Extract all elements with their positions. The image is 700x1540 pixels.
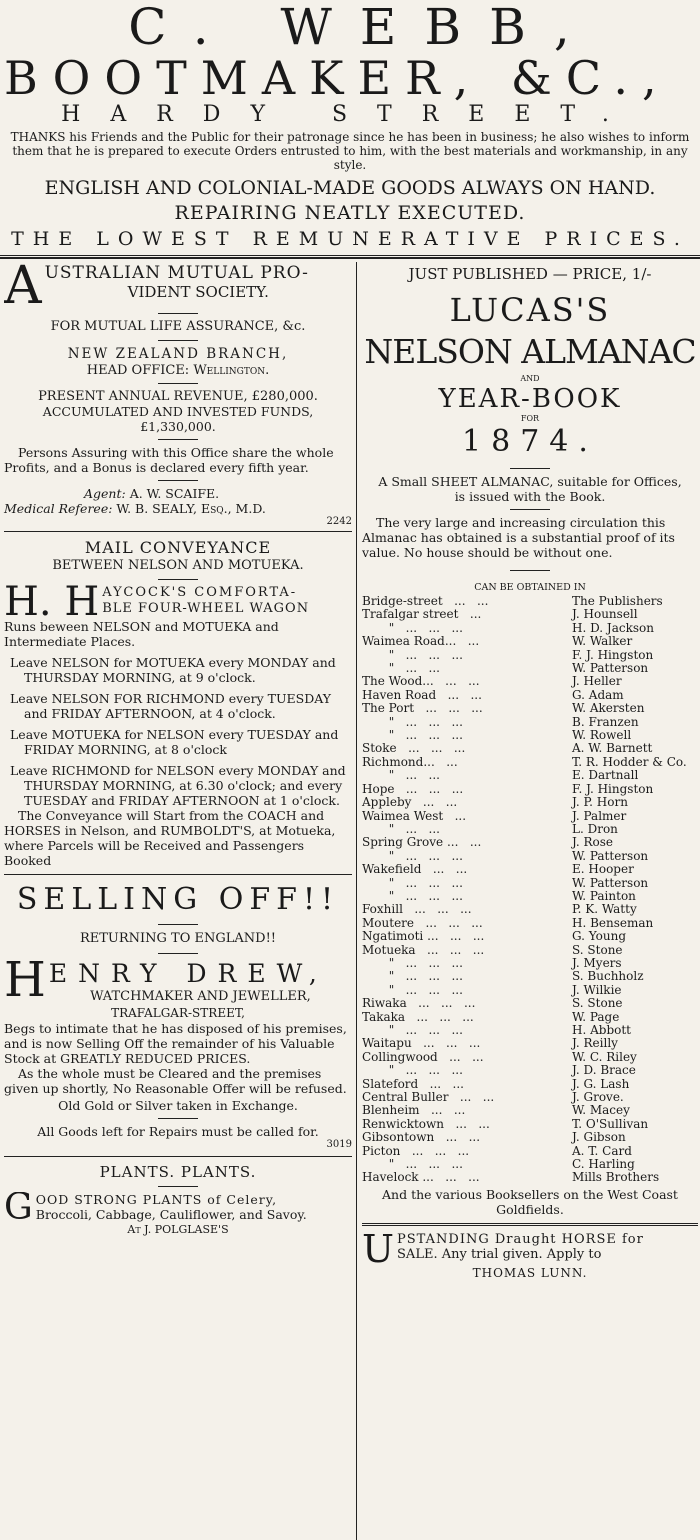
agent-row [362,1091,698,1104]
agent-row [362,1131,698,1144]
agent-place: Takaka ... ... ... [362,1009,474,1024]
agent-name: J. Heller [572,674,622,689]
agent-row [362,742,698,755]
agent-name: W. Macey [572,1103,630,1118]
drew-street: TRAFALGAR-STREET, [111,1006,245,1020]
amp-branch: NEW ZEALAND BRANCH, [67,346,289,362]
agent-name: W. Walker [572,634,633,649]
agent-place: Moutere ... ... ... [362,915,483,930]
agent-place: Picton ... ... ... [362,1143,470,1158]
agent-name: W. Rowell [572,728,632,743]
plants-line-2: Broccoli, Cabbage, Cauliflower, and Savoy. [35,1207,307,1222]
lucas-advertisement [362,264,698,1217]
amp-drop-cap: A [4,264,42,308]
agent-name: S. Buchholz [572,969,644,984]
lucas-name: LUCAS'S [449,291,611,329]
agent-place: Foxhill ... ... ... [362,902,472,917]
agent-place: Riwaka ... ... ... [362,996,476,1011]
horse-line-1: PSTANDING Draught HORSE for [397,1231,644,1247]
column-rule [356,262,357,1540]
agent-name: J. Myers [572,955,622,970]
agent-row [362,716,698,729]
agent-name: L. Dron [572,821,618,836]
agent-name: S. Stone [572,942,623,957]
agent-name: G. Adam [572,687,624,702]
horse-drop-cap: U [362,1231,395,1266]
agent-row [362,783,698,796]
left-column [4,264,352,1236]
webb-goods: ENGLISH AND COLONIAL-MADE GOODS ALWAYS ON HAND. [44,177,656,199]
agent-place: Motueka ... ... ... [362,942,485,957]
agent-place: Trafalgar street ... [362,607,482,622]
agent-place: The Wood... ... ... [362,674,480,689]
agent-place: " ... ... ... [362,982,463,997]
agent-place: " ... ... ... [362,647,463,662]
mail-lead-2: BLE FOUR-WHEEL WAGON [102,601,310,616]
horse-name: THOMAS LUNN. [472,1265,588,1280]
agent-row [362,1145,698,1158]
agent-row [362,1118,698,1131]
agent-row [362,877,698,890]
agent-place: " ... ... ... [362,848,463,863]
webb-paragraph: THANKS his Friends and the Public for their patronage since he has been in business; he also wishes to inform them that he is prepared to execute Orders entrusted to him, with the best materials and workmanship, in any style. [10,130,690,172]
header-divider [0,255,700,259]
agent-name: J. Grove. [572,1090,624,1105]
mail-time-2: Leave NELSON FOR RICHMOND every TUESDAY and FRIDAY AFTERNOON, at 4 o'clock. [10,691,331,721]
agent-row [362,662,698,675]
agent-place: The Port ... ... ... [362,701,483,716]
agent-name: E. Hooper [572,862,634,877]
agent-place: Collingwood ... ... [362,1049,484,1064]
agent-place: " ... ... [362,821,440,836]
agent-place: " ... ... ... [362,875,463,890]
agent-row [362,1158,698,1171]
agent-place: " ... ... [362,768,440,783]
agent-row [362,702,698,715]
agent-name: J. Wilkie [572,982,622,997]
right-column [362,264,698,1280]
amp-title: USTRALIAN MUTUAL PRO- [44,264,309,283]
agent-place: " ... ... ... [362,620,463,635]
agent-name: W. Akersten [572,701,645,716]
agent-name: J. G. Lash [572,1076,630,1091]
agent-place: Waimea Road... ... [362,634,480,649]
agent-name: W. Painton [572,888,636,903]
agent-place: Havelock ... ... ... [362,1170,480,1185]
lucas-for: FOR [520,414,540,423]
agent-row [362,1024,698,1037]
agent-name: F. J. Hingston [572,647,654,662]
mail-closing: The Conveyance will Start from the COACH and HORSES in Nelson, and RUMBOLDT'S, at Motueka, where Parcels will be Received and Passengers Booked [4,808,336,868]
webb-name: C. WEBB, [128,0,598,56]
agent-row [362,1051,698,1064]
agent-place: Waitapu ... ... ... [362,1036,481,1051]
agent-row [362,595,698,608]
lucas-almanac: NELSON ALMANAC [364,332,696,371]
agent-name: J. D. Brace [572,1063,636,1078]
lucas-obtained: CAN BE OBTAINED IN [474,582,586,593]
agent-name: W. C. Riley [572,1049,637,1064]
agent-name: T. R. Hodder & Co. [572,754,687,769]
drew-body-2: As the whole must be Cleared and the premises given up shortly, No Reasonable Offer will be refused. [4,1066,347,1096]
agent-row [362,675,698,688]
agent-row [362,689,698,702]
mail-time-3: Leave MOTUEKA for NELSON every TUESDAY and FRIDAY MORNING, at 8 o'clock [10,727,339,757]
agent-name: H. D. Jackson [572,620,654,635]
lucas-closing: And the various Booksellers on the West Coast Goldfields. [382,1186,678,1217]
agent-row [362,917,698,930]
webb-advertisement [0,0,700,258]
agent-row [362,970,698,983]
drew-drop-cap: H [4,959,46,1005]
drew-returning: RETURNING TO ENGLAND!! [79,931,277,946]
agent-place: Hope ... ... ... [362,781,464,796]
agent-name: A. W. Barnett [572,741,653,756]
amp-subtitle: FOR MUTUAL LIFE ASSURANCE, &c. [50,319,306,334]
mail-time-1: Leave NELSON for MOTUEKA every MONDAY and THURSDAY MORNING, at 9 o'clock. [10,655,336,685]
agent-place: Renwicktown ... ... [362,1116,490,1131]
webb-prices: THE LOWEST REMUNERATIVE PRICES. [11,228,689,250]
lucas-and: AND [520,374,540,383]
agent-row [362,729,698,742]
agent-place: " ... ... ... [362,714,463,729]
agent-name: T. O'Sullivan [572,1116,649,1131]
agent-row [362,863,698,876]
plants-line-1: OOD STRONG PLANTS of Celery, [35,1192,278,1207]
agent-row [362,608,698,621]
webb-trade: BOOTMAKER, &C., [4,51,671,105]
agent-place: Slateford ... ... [362,1076,464,1091]
agent-place: Blenheim ... ... [362,1103,466,1118]
mail-time-4: Leave RICHMOND for NELSON every MONDAY and THURSDAY MORNING, at 6.30 o'clock; and every TUESDAY and FRIDAY AFTERNOON at 1 o'clock. [10,763,346,808]
horse-line-2: SALE. Any trial given. Apply to [397,1246,602,1262]
plants-at: At J. POLGLASE'S [127,1223,229,1236]
amp-funds: ACCUMULATED AND INVESTED FUNDS, £1,330,000. [42,404,314,434]
agent-row [362,850,698,863]
mail-advertisement [4,538,352,868]
agent-row [362,649,698,662]
agent-place: " ... ... ... [362,728,463,743]
drew-title: WATCHMAKER AND JEWELLER, [90,989,311,1004]
webb-street: HARDY STREET. [61,102,639,127]
horse-advertisement [362,1232,698,1280]
amp-agent: A. W. SCAIFE. [129,486,220,501]
agent-name: H. Abbott [572,1023,631,1037]
agent-row [362,756,698,769]
agent-list [362,595,698,1185]
agent-name: G. Young [572,929,627,944]
agent-row [362,635,698,648]
lucas-body: The very large and increasing circulation this Almanac has obtained is a substantial proof of its value. No house should be without one. [362,515,675,560]
plants-drop-cap: G [4,1192,33,1224]
agent-name: J. Gibson [572,1130,626,1145]
mail-lead-1: AYCOCK'S COMFORTA- [102,585,298,600]
webb-repair: REPAIRING NEATLY EXECUTED. [174,202,526,224]
agent-place: Waimea West ... [362,808,467,823]
agent-place: Haven Road ... ... [362,687,482,702]
agent-row [362,944,698,957]
agent-place: Central Buller ... ... [362,1090,495,1105]
agent-name: W. Patterson [572,875,649,890]
agent-name: E. Dartnall [572,768,639,783]
drew-gold: Old Gold or Silver taken in Exchange. [58,1098,298,1113]
amp-ref: 2242 [326,516,352,527]
agent-name: P. K. Watty [572,902,637,917]
agent-place: " ... ... ... [362,1063,463,1078]
agent-name: C. Harling [572,1157,635,1172]
agent-place: Wakefield ... ... [362,862,468,877]
agent-row [362,957,698,970]
agent-row [362,810,698,823]
agent-place: " ... ... ... [362,969,463,984]
agent-name: S. Stone [572,996,623,1011]
agent-row [362,1104,698,1117]
agent-place: " ... ... ... [362,955,463,970]
agent-row [362,1064,698,1077]
agent-row [362,823,698,836]
drew-selling: SELLING OFF!! [16,882,340,917]
agent-place: Richmond... ... [362,754,458,769]
amp-advertisement [4,264,352,527]
amp-agent-label: Agent: [84,486,126,501]
agent-name: A. T. Card [572,1143,632,1158]
amp-medical-label: Medical Referee: [4,501,113,516]
agent-name: J. Hounsell [572,607,638,622]
amp-title-2: VIDENT SOCIETY. [127,283,269,301]
plants-advertisement [4,1163,352,1236]
drew-advertisement [4,881,352,1150]
agent-place: Ngatimoti ... ... ... [362,929,485,944]
agent-name: W. Patterson [572,661,649,676]
agent-row [362,1171,698,1184]
agent-name: J. Rose [572,835,614,850]
agent-row [362,1011,698,1024]
agent-row [362,1037,698,1050]
agent-row [362,836,698,849]
agent-name: B. Franzen [572,714,639,729]
drew-ref: 3019 [326,1139,352,1150]
agent-name: J. Palmer [572,808,627,823]
lucas-yearbook: YEAR-BOOK [438,384,622,414]
agent-place: Stoke ... ... ... [362,741,466,756]
agent-place: Appleby ... ... [362,795,458,810]
agent-row [362,796,698,809]
agent-name: F. J. Hingston [572,781,654,796]
agent-row [362,903,698,916]
plants-title: PLANTS. PLANTS. [99,1163,257,1181]
agent-place: " ... ... ... [362,1157,463,1172]
mail-subtitle: BETWEEN NELSON AND MOTUEKA. [52,558,304,573]
lucas-just: JUST PUBLISHED — PRICE, 1/- [408,265,652,283]
mail-lead-3: Runs beween NELSON and MOTUEKA and Intermediate Places. [4,619,279,649]
mail-title: MAIL CONVEYANCE [84,538,272,557]
drew-repairs: All Goods left for Repairs must be called for. [37,1124,319,1139]
amp-medical: W. B. SEALY, Esq., M.D. [116,501,266,516]
agent-name: J. Reilly [572,1036,618,1051]
agent-name: H. Benseman [572,915,654,930]
amp-body: Persons Assuring with this Office share the whole Profits, and a Bonus is declared every fifth year. [4,445,334,475]
agent-name: Mills Brothers [572,1170,660,1185]
agent-place: Bridge-street ... ... [362,594,489,608]
drew-name: ENRY DREW, [48,959,328,988]
agent-row [362,769,698,782]
amp-revenue: PRESENT ANNUAL REVENUE, £280,000. [38,389,318,404]
agent-place: " ... ... [362,661,440,676]
agent-row [362,890,698,903]
agent-row [362,997,698,1010]
lucas-sheet: A Small SHEET ALMANAC, suitable for Offices, is issued with the Book. [378,474,682,504]
agent-name: W. Page [572,1009,620,1024]
agent-row [362,1078,698,1091]
agent-place: Gibsontown ... ... [362,1130,481,1145]
drew-body-1: Begs to intimate that he has disposed of his premises, and is now Selling Off the remainder of his Valuable Stock at GREATLY REDUCED PRICES. [4,1021,347,1066]
agent-name: W. Patterson [572,848,649,863]
agent-place: Spring Grove ... ... [362,835,482,850]
agent-row [362,622,698,635]
agent-row [362,930,698,943]
agent-place: " ... ... ... [362,1023,463,1037]
agent-name: J. P. Horn [572,795,628,810]
agent-row [362,984,698,997]
agent-place: " ... ... ... [362,888,463,903]
mail-drop-cap: H. H [4,585,100,619]
agent-name: The Publishers [572,594,663,608]
lucas-year: 1874. [462,424,598,459]
amp-office: HEAD OFFICE: Wellington. [86,363,270,378]
